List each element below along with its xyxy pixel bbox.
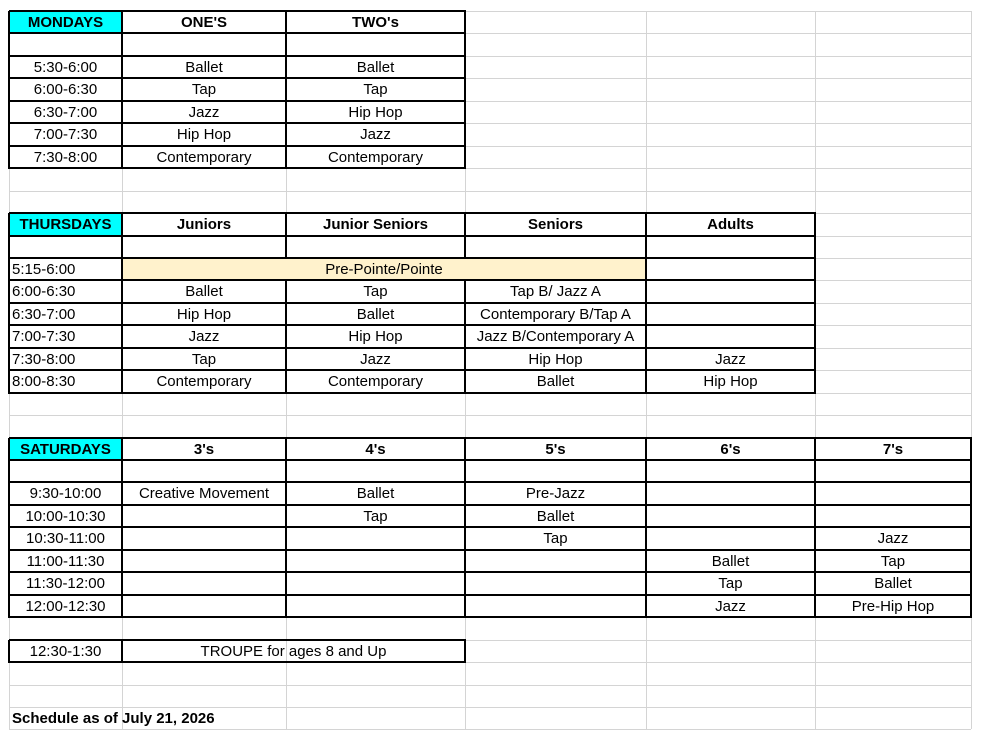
saturdays-class-cell <box>122 596 286 618</box>
thursdays-time-cell: 6:30-7:00 <box>12 306 76 323</box>
saturdays-class-cell: Jazz <box>877 530 909 547</box>
saturdays-column-header: 3's <box>193 441 215 458</box>
saturdays-column-header: 4's <box>365 441 386 458</box>
thursdays-column-header: Adults <box>707 216 754 233</box>
troupe-label: TROUPE for ages 8 and Up <box>200 643 387 660</box>
saturdays-column-header: 6's <box>720 441 741 458</box>
saturdays-time-cell: 11:30-12:00 <box>26 575 105 592</box>
saturdays-class-cell: Pre-Jazz <box>525 485 586 502</box>
saturdays-class-cell <box>122 506 286 528</box>
thursdays-day-label: THURSDAYS <box>19 216 112 233</box>
saturdays-class-cell <box>646 483 815 505</box>
gridline-horizontal <box>9 415 971 416</box>
thursdays-class-cell: Contemporary <box>156 373 252 390</box>
saturdays-class-cell <box>122 573 286 595</box>
thursdays-time-cell: 8:00-8:30 <box>12 373 76 390</box>
mondays-class-cell: Ballet <box>356 59 395 76</box>
gridline-horizontal <box>9 685 971 686</box>
saturdays-class-cell <box>286 573 465 595</box>
saturdays-time-cell: 10:00-10:30 <box>25 508 106 525</box>
thursdays-class-cell: Jazz B/Contemporary A <box>476 328 635 345</box>
thursdays-class-cell: Ballet <box>185 283 223 300</box>
saturdays-class-cell: Ballet <box>874 575 912 592</box>
thursdays-time-cell: 6:00-6:30 <box>12 283 76 300</box>
thursdays-column-header: Juniors <box>176 216 232 233</box>
saturdays-day-label: SATURDAYS <box>20 441 111 458</box>
thursdays-class-cell: Hip Hop <box>703 373 758 390</box>
mondays-class-cell: Contemporary <box>156 149 252 166</box>
thursdays-class-cell: Tap <box>363 283 388 300</box>
saturdays-time-cell: 9:30-10:00 <box>29 485 102 502</box>
saturdays-class-cell <box>122 528 286 550</box>
mondays-time-cell: 7:00-7:30 <box>33 126 98 143</box>
thursdays-class-cell: Jazz <box>715 351 746 368</box>
mondays-time-cell: 6:00-6:30 <box>33 81 98 98</box>
saturdays-class-cell <box>646 506 815 528</box>
thursdays-class-cell: Ballet <box>536 373 575 390</box>
saturdays-class-cell: Tap <box>363 508 388 525</box>
saturdays-time-cell: 12:00-12:30 <box>25 598 106 615</box>
mondays-column-header: TWO's <box>352 14 399 31</box>
thursdays-column-header: Seniors <box>527 216 584 233</box>
schedule-date-note: Schedule as of July 21, 2026 <box>12 710 215 727</box>
mondays-time-cell: 6:30-7:00 <box>33 104 98 121</box>
thursdays-class-cell <box>646 304 815 326</box>
saturdays-class-cell: Tap <box>543 530 568 547</box>
thursdays-class-cell: Hip Hop <box>348 328 403 345</box>
thursdays-time-cell: 7:30-8:00 <box>12 351 76 368</box>
thursdays-class-cell <box>646 281 815 303</box>
saturdays-class-cell <box>286 596 465 618</box>
saturdays-class-cell <box>286 528 465 550</box>
mondays-class-cell: Jazz <box>188 104 220 121</box>
thursdays-class-cell: Contemporary <box>327 373 424 390</box>
mondays-class-cell: Hip Hop <box>348 104 403 121</box>
saturdays-class-cell: Creative Movement <box>138 485 270 502</box>
mondays-column-header: ONE'S <box>180 14 228 31</box>
saturdays-time-cell: 10:30-11:00 <box>26 530 105 547</box>
mondays-day-label: MONDAYS <box>27 14 104 31</box>
mondays-class-cell: Tap <box>191 81 217 98</box>
mondays-class-cell: Ballet <box>185 59 223 76</box>
saturdays-class-cell <box>122 551 286 573</box>
saturdays-class-cell <box>465 596 646 618</box>
mondays-time-cell: 5:30-6:00 <box>33 59 98 76</box>
saturdays-class-cell: Jazz <box>715 598 746 615</box>
saturdays-class-cell: Tap <box>718 575 743 592</box>
thursdays-class-cell: Ballet <box>356 306 395 323</box>
thursdays-class-cell: Jazz <box>360 351 391 368</box>
thursdays-class-cell: Contemporary B/Tap A <box>480 306 631 323</box>
thursdays-pointe-time: 5:15-6:00 <box>12 261 76 278</box>
saturdays-class-cell: Tap <box>880 553 906 570</box>
saturdays-class-cell <box>286 551 465 573</box>
mondays-class-cell: Hip Hop <box>176 126 232 143</box>
mondays-class-cell: Jazz <box>360 126 391 143</box>
saturdays-class-cell: Pre-Hip Hop <box>851 598 935 615</box>
saturdays-class-cell <box>815 483 971 505</box>
saturdays-class-cell <box>465 573 646 595</box>
saturdays-time-cell: 11:00-11:30 <box>26 553 105 570</box>
mondays-time-cell: 7:30-8:00 <box>33 149 98 166</box>
thursdays-class-cell: Hip Hop <box>528 351 583 368</box>
thursdays-class-cell: Tap <box>191 351 217 368</box>
saturdays-column-header: 5's <box>545 441 566 458</box>
thursdays-column-header: Junior Seniors <box>322 216 429 233</box>
saturdays-class-cell <box>465 551 646 573</box>
thursdays-pointe-label: Pre-Pointe/Pointe <box>325 261 443 278</box>
saturdays-class-cell: Ballet <box>356 485 395 502</box>
saturdays-column-header: 7's <box>882 441 904 458</box>
thursdays-time-cell: 7:00-7:30 <box>12 328 76 345</box>
saturdays-class-cell <box>815 506 971 528</box>
thursdays-class-cell: Jazz <box>188 328 220 345</box>
gridline-vertical <box>971 11 972 729</box>
saturdays-class-cell: Ballet <box>536 508 575 525</box>
troupe-time: 12:30-1:30 <box>29 643 102 660</box>
mondays-class-cell: Tap <box>363 81 388 98</box>
thursdays-class-cell: Tap B/ Jazz A <box>510 283 601 300</box>
thursdays-class-cell: Hip Hop <box>176 306 232 323</box>
mondays-class-cell: Contemporary <box>327 149 424 166</box>
gridline-horizontal <box>9 191 971 192</box>
saturdays-class-cell <box>646 528 815 550</box>
saturdays-class-cell: Ballet <box>711 553 750 570</box>
thursdays-class-cell <box>646 326 815 348</box>
